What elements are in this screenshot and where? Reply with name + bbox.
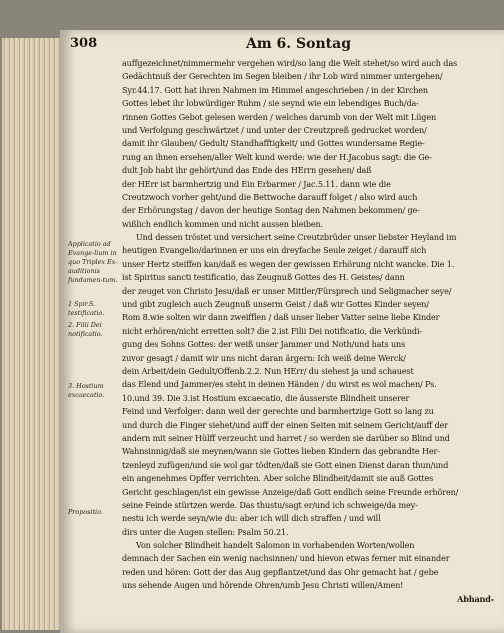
margin-note-hostium: 3. Hostium excaecatio.	[68, 382, 105, 399]
text-line: zuvor gesagt / damit wir uns nicht daran ärgern: Ich weiß deine Werck/	[122, 352, 406, 363]
text-line: gung des Sohns Gottes: der weiß unser Jammer und Noth/und hats uns	[122, 339, 406, 350]
text-line: seine Feinde stürtzen werde. Das thustu/sagt er/und ich schweige/da mey-	[122, 499, 418, 510]
text-line: Von solcher Blindheit handelt Salomon in vorhabenden Worten/wollen	[136, 540, 415, 551]
text-line: 10.und 39. Die 3.ist Hostium excaecatio, die äusserste Blindheit unserer	[122, 392, 410, 403]
margin-note-filii: 2. Filii Dei notificatio.	[68, 321, 103, 338]
text-line: rinnen Gottes Gebot gelesen werden / welches darumb von der Welt mit Lügen	[122, 111, 437, 122]
text-line: das Elend und Jammer/es steht in deinen Händen / du wirst es wol machen/ Ps.	[122, 379, 437, 390]
page-header	[0, 36, 504, 56]
text-line: rung an ihnen ersehen/aller Welt kund werde: wie der H.Jacobus sagt: die Ge-	[122, 151, 432, 162]
text-line: Und dessen tröstet und versichert seine Creutzbrüder unser liebster Heyland im	[136, 232, 457, 243]
text-line: dult Job habt ihr gehört/und das Ende des HErrn gesehen/ daß	[122, 165, 372, 176]
text-line: Gottes lebet ihr lobwürdiger Ruhm / sie seynd wie ein lebendiges Buch/da-	[122, 98, 419, 109]
running-head: Am 6. Sontag	[246, 36, 351, 52]
text-line: unser Hertz steiffen kan/daß es wegen der gewissen Erhörung nicht wancke. Die 1.	[122, 258, 455, 269]
text-line: dein Arbeit/dein Gedult/Offenb.2.2. Nun HErr/ du siehest ja und schauest	[122, 365, 414, 376]
text-line: ist Spiritus sancti testificatio, das Zeugnuß Gottes des H. Geistes/ dann	[122, 272, 405, 283]
text-line: andern mit seiner Hülff verzeucht und harret / so werden sie darüber so Blind und	[122, 432, 450, 443]
text-line: und gibt zugleich auch Zeugnuß unserm Geist / daß wir Gottes Kinder seyen/	[122, 299, 429, 310]
text-line: Rom 8.wie solten wir dann zweifflen / daß unser lieber Vatter seine liebe Kinder	[122, 312, 440, 323]
text-line: demnach der Sachen ein wenig nachsinnen/ und hievon etwas ferner mit einander	[122, 553, 450, 564]
margin-note-spiritus: 1 Spir.S. testificatio.	[68, 300, 105, 317]
body-text	[122, 57, 494, 606]
text-line: der Erhörungstag / davon der heutige Sontag den Nahmen bekommen/ ge-	[122, 205, 420, 216]
text-line: Gedächtnuß der Gerechten im Segen bleiben / ihr Lob wird nimmer untergehen/	[122, 71, 443, 82]
text-line: und durch die Finger siehet/und auff der einen Seiten mit seinem Gericht/auff der	[122, 419, 448, 430]
text-line: ein angenehmes Opffer verrichten. Aber solche Blindheit/damit sie auß Gottes	[122, 473, 434, 484]
text-line: nicht erhören/nicht erretten solt? die 2.ist Filii Dei notificatio, die Verkündi-	[122, 325, 422, 336]
text-line: nestu ich werde seyn/wie du: aber ich will dich straffen / und will	[122, 513, 381, 524]
catchword: Abhand-	[457, 593, 494, 604]
text-line: Gericht geschlagen/ist ein gewisse Anzeige/daß Gott endlich seine Freunde erhören/	[122, 486, 459, 497]
text-line: der zeuget von Christo Jesu/daß er unser Mittler/Fürsprech und Seligmacher seye/	[122, 285, 452, 296]
text-line: Creutzwoch vorher geht/und die Bettwoche darauff folget / also wird auch	[122, 191, 418, 202]
text-line: Wahnsinnig/daß sie meynen/wann sie Gottes lieben Kindern das gebrandte Her-	[122, 446, 440, 457]
text-line: damit ihr Glauben/ Gedult/ Standhafftigkeit/ und Gottes wundersame Regie-	[122, 138, 425, 149]
margin-note-propositio: Propositio.	[68, 508, 103, 516]
text-line: Feind und Verfolger: dann weil der gerechte und barmhertzige Gott so lang zu	[122, 406, 434, 417]
text-line: reden und hören: Gott der das Aug gepflantzet/und das Ohr gemacht hat / gebe	[122, 566, 439, 577]
text-line: wißlich endlich kommen und nicht aussen bleiben.	[122, 218, 323, 229]
text-line: tzenleyd zufügen/und sie wol gar tödten/daß sie Gott einen Dienst daran thun/und	[122, 459, 449, 470]
margin-note-applicatio: Applicatio ad Evange-lium in quo Triplex Ex-auditionis fundamen-tum.	[68, 240, 118, 284]
text-line: dirs unter die Augen stellen: Psalm 50.21.	[122, 526, 289, 537]
text-line: heutigen Evangelio/darinnen er uns ein dreyfache Seule zeiget / darauff sich	[122, 245, 427, 256]
text-line: der HErr ist barmhertzig und Ein Erbarmer / Jac.5.11. dann wie die	[122, 178, 391, 189]
text-line: und Verfolgung geschwärtzet / und unter der Creutzpreß gedrucket worden/	[122, 124, 427, 135]
text-line: Syr.44.17. Gott hat ihren Nahmen im Himmel angeschrieben / in der Kirchen	[122, 84, 428, 95]
text-line: uns sehende Augen und hörende Ohren/umb Jesu Christi willen/Amen!	[122, 580, 404, 591]
text-line: auffgezeichnet/nimmermehr vergehen wird/so lang die Welt stehet/so wird auch das	[122, 58, 457, 68]
page-edges	[2, 38, 64, 630]
page-number: 308	[70, 36, 98, 51]
